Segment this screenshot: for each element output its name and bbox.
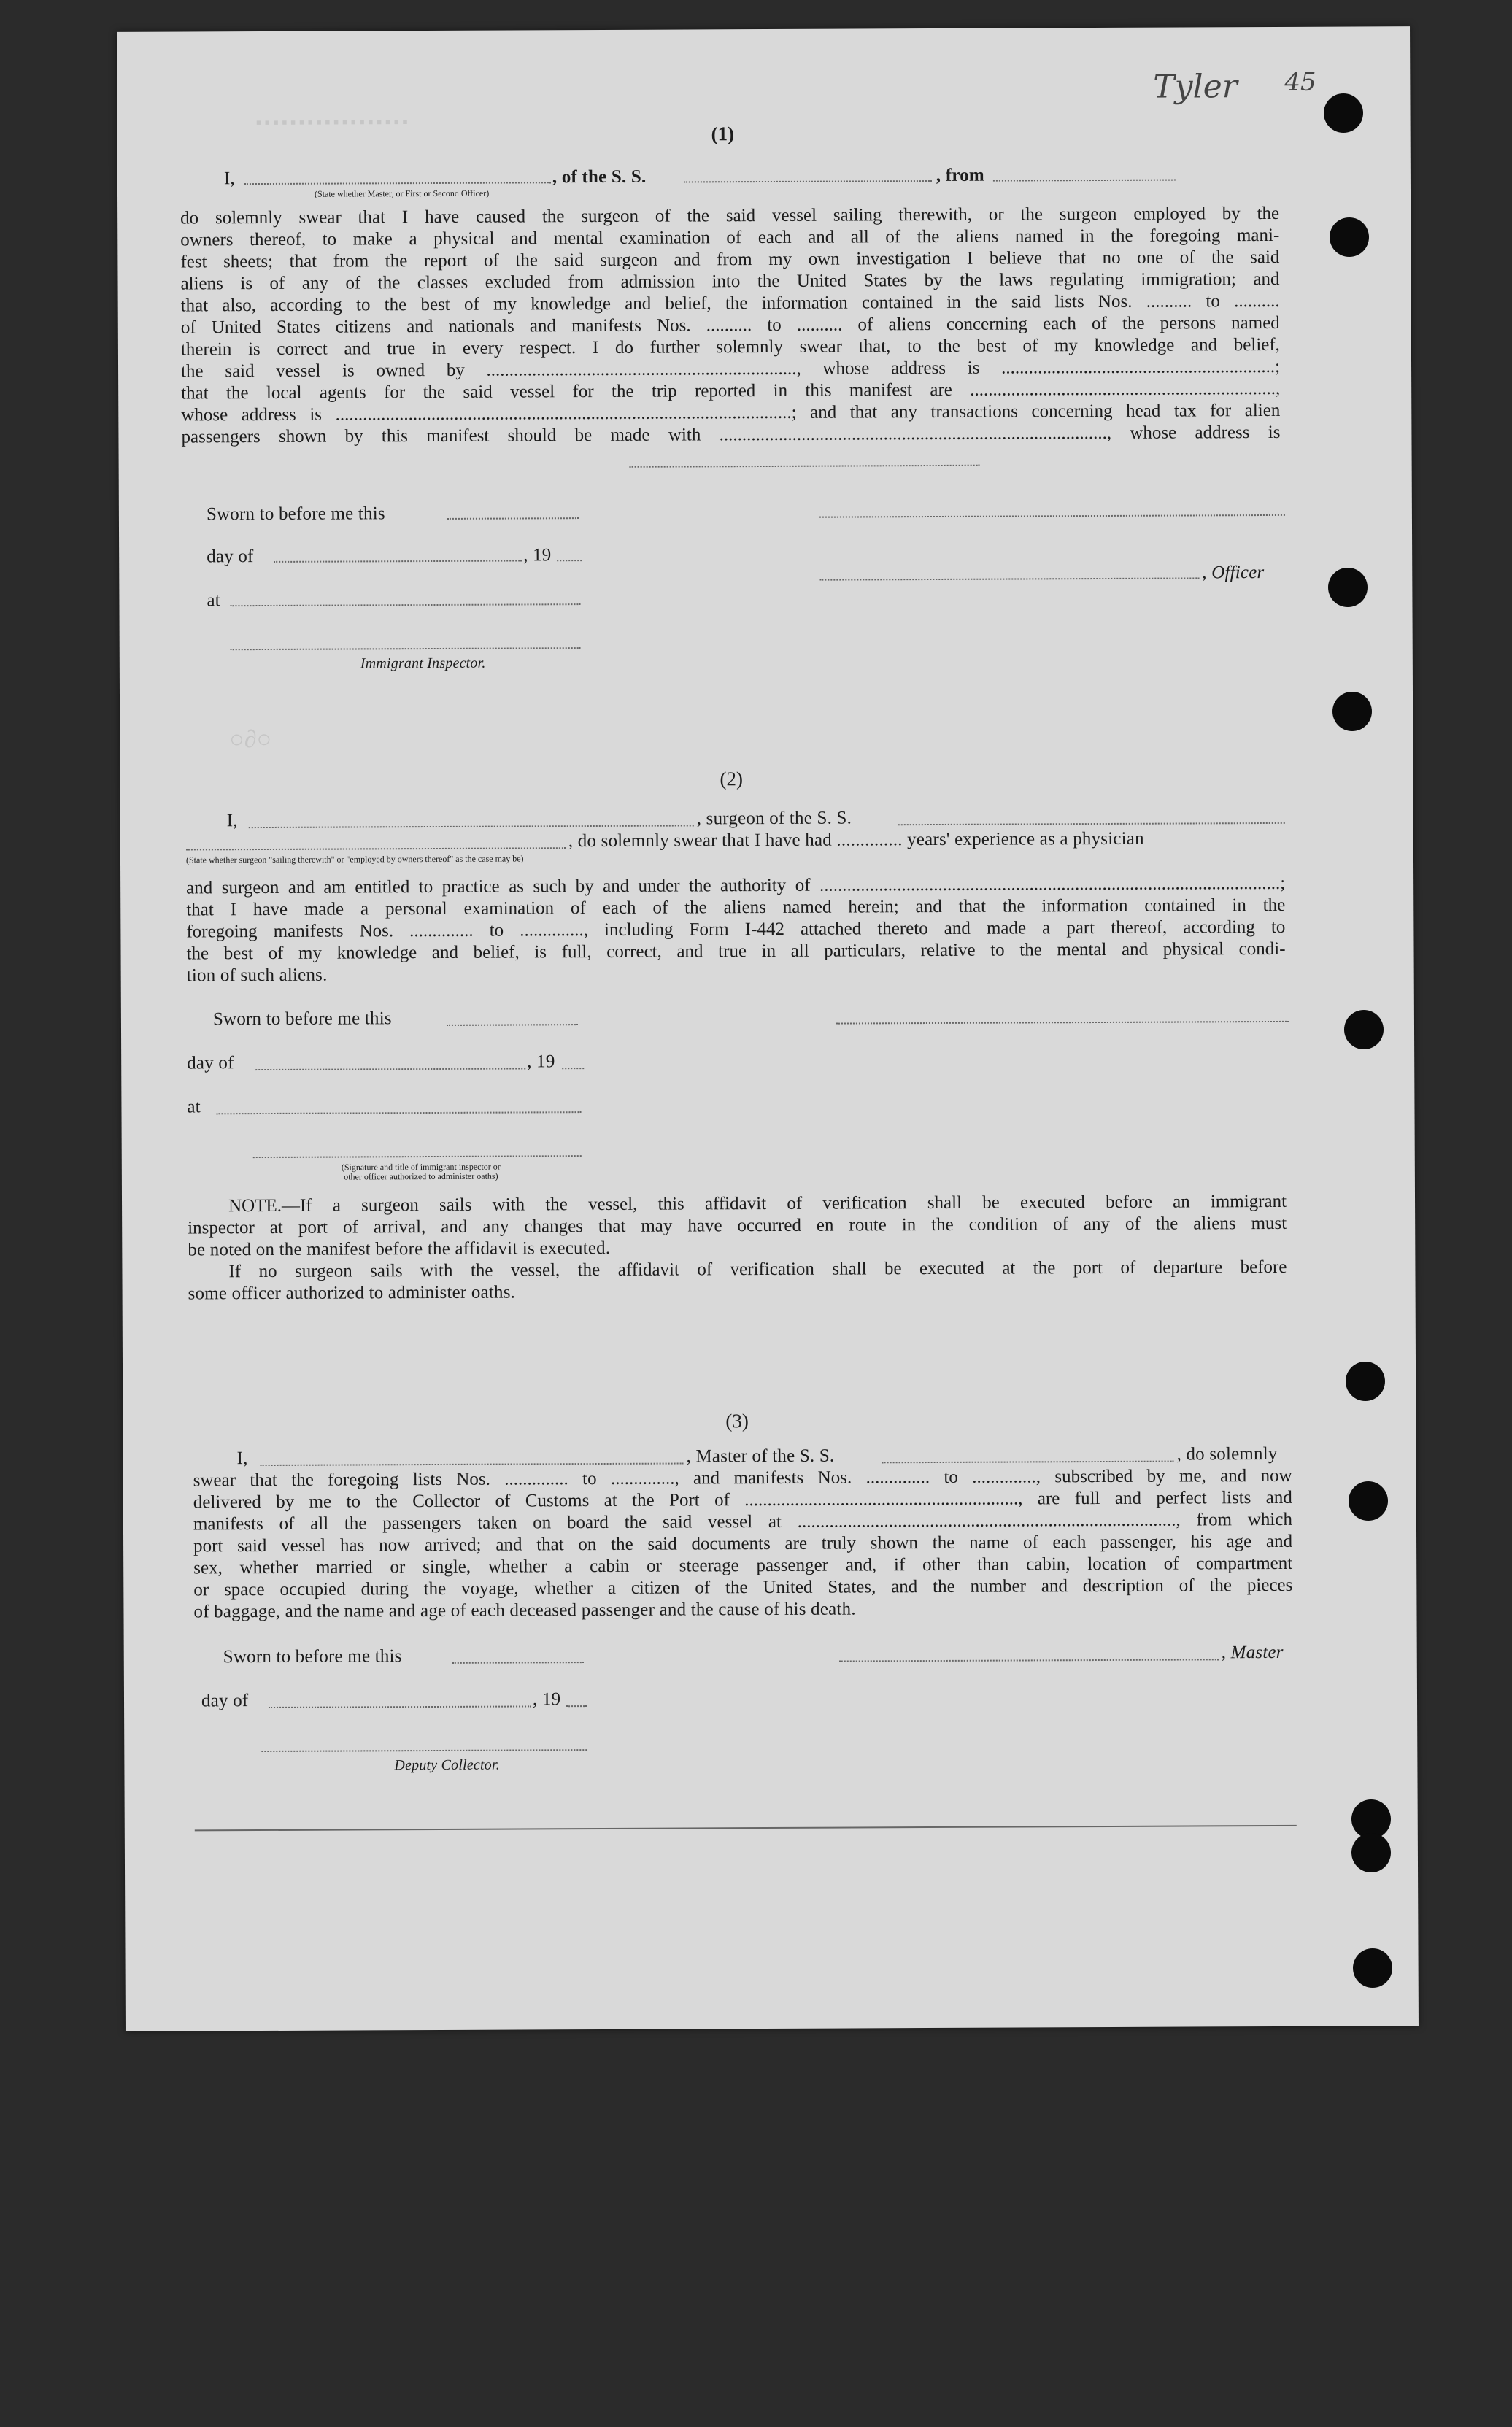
s2-note2-line-1: If no surgeon sails with the vessel, the affidavit of verification shall be executed at the port of departure before bbox=[228, 1257, 1287, 1282]
section-2-number: (2) bbox=[720, 768, 744, 790]
punch-hole bbox=[1349, 1481, 1388, 1521]
s2-surgeon-signature[interactable] bbox=[836, 1021, 1289, 1025]
s1-year: , 19 bbox=[523, 545, 552, 566]
s1-officer-signature[interactable] bbox=[819, 514, 1285, 518]
s3-line-6: or space occupied during the voyage, whether a citizen of the United States, and the number and description of the pieces bbox=[193, 1575, 1293, 1600]
s1-from: , from bbox=[936, 165, 984, 185]
s3-year: , 19 bbox=[532, 1689, 561, 1710]
s1-from-field[interactable] bbox=[993, 180, 1176, 182]
s3-sworn-field[interactable] bbox=[452, 1662, 584, 1664]
s3-master-of: , Master of the S. S. bbox=[686, 1446, 835, 1467]
s3-day-field[interactable] bbox=[269, 1705, 531, 1708]
s1-line-2: owners thereof, to make a physical and mental examination of each and all of the aliens named in the foregoing mani- bbox=[180, 225, 1280, 250]
s1-year-field[interactable] bbox=[557, 560, 582, 561]
s1-line-1: do solemnly swear that I have caused the surgeon of the said vessel sailing therewith, or the surgeon employed by the bbox=[180, 203, 1280, 228]
s2-sworn: Sworn to before me this bbox=[212, 1008, 392, 1030]
faint-stamp: ○∂○ bbox=[229, 725, 272, 754]
s3-sworn: Sworn to before me this bbox=[223, 1646, 402, 1667]
s3-line-7: of baggage, and the name and age of each deceased passenger and the cause of his death. bbox=[193, 1599, 856, 1622]
s1-line-i: I, bbox=[223, 169, 235, 189]
s1-line-11: passengers shown by this manifest should be made with ....................................................................................., whose address is bbox=[181, 422, 1281, 447]
s1-rank-field[interactable] bbox=[244, 182, 551, 185]
s1-line-9: that the local agents for the said vessel for the trip reported in this manifest are ..................................................................., bbox=[181, 378, 1281, 404]
s1-line-4: aliens is of any of the classes excluded from admission into the United States by the laws regulating immigration; and bbox=[180, 269, 1280, 294]
punch-hole bbox=[1353, 1948, 1392, 1988]
s1-line-7: therein is correct and true in every respect. I do further solemnly swear that, to the best of my knowledge and belief, bbox=[180, 334, 1280, 360]
bottom-rule bbox=[195, 1825, 1297, 1832]
manifest-page bbox=[117, 26, 1419, 2031]
handwritten-page-number: 45 bbox=[1284, 67, 1316, 97]
s2-inspector-signature[interactable] bbox=[253, 1155, 582, 1158]
s3-master-signature[interactable] bbox=[839, 1659, 1219, 1662]
s1-line-10: whose address is ....................................................................................................; and that any transactions concerning head tax for alien bbox=[181, 400, 1281, 425]
s1-line-3: fest sheets; that from the report of the said surgeon and from my own investigation I believe that no one of the said bbox=[180, 247, 1280, 272]
s1-vessel-field[interactable] bbox=[684, 180, 932, 182]
punch-hole bbox=[1332, 692, 1372, 731]
punch-hole bbox=[1324, 93, 1363, 133]
s1-line-8: the said vessel is owned by ...................................................................., whose address is ............................................................; bbox=[181, 356, 1281, 382]
s2-line-1: and surgeon and am entitled to practice as such by and under the authority of .....................................................................................................; bbox=[186, 873, 1286, 898]
section-1-number: (1) bbox=[711, 123, 735, 145]
s2-status-field[interactable] bbox=[186, 847, 566, 850]
bleed-through-text: ▪▪▪▪▪▪▪▪▪▪▪▪▪▪▪▪▪▪ bbox=[255, 112, 412, 132]
s3-line-3: manifests of all the passengers taken on board the said vessel at ..................................................................................., from which bbox=[193, 1509, 1292, 1535]
s2-day-of: day of bbox=[187, 1053, 234, 1073]
s2-name-field[interactable] bbox=[249, 825, 694, 828]
s1-sworn-field[interactable] bbox=[447, 517, 579, 520]
s1-line-5: that also, according to the best of my knowledge and belief, the information contained in the said lists Nos. .......... to .......... bbox=[180, 290, 1280, 316]
s2-sig-caption-1: (Signature and title of immigrant inspector or bbox=[341, 1161, 501, 1173]
s3-do-solemnly: , do solemnly bbox=[1176, 1443, 1278, 1465]
s1-day-field[interactable] bbox=[274, 560, 522, 562]
s2-line-3: foregoing manifests Nos. .............. to .............., including Form I-442 attached thereto and made a part thereof, according to bbox=[186, 917, 1286, 942]
punch-hole bbox=[1344, 1010, 1384, 1049]
s2-note2-line-2: some officer authorized to administer oaths. bbox=[188, 1282, 516, 1304]
s3-line-2: delivered by me to the Collector of Customs at the Port of ............................................................, are full and perfect lists and bbox=[193, 1487, 1292, 1513]
s3-year-field[interactable] bbox=[566, 1705, 587, 1707]
s2-day-field[interactable] bbox=[255, 1068, 525, 1070]
s1-line-6: of United States citizens and nationals and manifests Nos. .......... to .......... of aliens concerning each of the persons named bbox=[180, 312, 1280, 338]
section-3-number: (3) bbox=[725, 1410, 749, 1432]
punch-hole bbox=[1328, 568, 1368, 607]
s3-collector-signature[interactable] bbox=[261, 1749, 587, 1752]
s2-line-2: that I have made a personal examination of each of the aliens named herein; and that the information contained in the bbox=[186, 895, 1286, 920]
punch-hole bbox=[1330, 217, 1369, 257]
handwritten-name: Tyler bbox=[1153, 68, 1238, 106]
s2-note-line-3: be noted on the manifest before the affidavit is executed. bbox=[188, 1238, 611, 1260]
s3-master-label: , Master bbox=[1221, 1642, 1284, 1663]
s3-line-i: I, bbox=[236, 1448, 248, 1469]
s3-collector-label: Deputy Collector. bbox=[394, 1756, 500, 1774]
s1-inspector-label: Immigrant Inspector. bbox=[360, 655, 486, 672]
punch-hole bbox=[1346, 1362, 1385, 1401]
s1-at-field[interactable] bbox=[230, 603, 580, 606]
s2-note-line-2: inspector at port of arrival, and any changes that may have occurred en route in the condition of any of the aliens must bbox=[188, 1213, 1287, 1238]
s3-vessel-field[interactable] bbox=[882, 1461, 1174, 1464]
s1-officer-name-field[interactable] bbox=[819, 577, 1199, 580]
s3-line-1: swear that the foregoing lists Nos. .............. to .............., and manifests Nos. .............. to .............., subscribed by me, and now bbox=[193, 1465, 1292, 1491]
s1-caption: (State whether Master, or First or Second Officer) bbox=[314, 188, 490, 199]
s1-sworn: Sworn to before me this bbox=[206, 503, 385, 525]
s3-day-of: day of bbox=[201, 1691, 249, 1711]
s2-sworn-field[interactable] bbox=[447, 1024, 578, 1026]
s3-name-field[interactable] bbox=[261, 1463, 684, 1467]
s2-at-field[interactable] bbox=[216, 1111, 581, 1114]
s1-officer-label: , Officer bbox=[1202, 563, 1265, 583]
s2-sig-caption-2: other officer authorized to administer oaths) bbox=[344, 1170, 498, 1182]
s2-year-field[interactable] bbox=[562, 1068, 584, 1069]
s1-of-the-ss: , of the S. S. bbox=[552, 166, 647, 188]
s3-line-5: sex, whether married or single, whether a cabin or steerage passenger and, if other than cabin, location of compartment bbox=[193, 1553, 1293, 1578]
s3-line-4: port said vessel has now arrived; and that on the said documents are truly shown the name of each passenger, his age and bbox=[193, 1531, 1293, 1556]
s2-caption: (State whether surgeon "sailing therewith" or "employed by owners thereof" as the case may be) bbox=[185, 853, 524, 865]
s2-line-i: I, bbox=[226, 811, 238, 831]
s2-do-solemnly: , do solemnly swear that I have had .............. years' experience as a physician bbox=[568, 828, 1144, 852]
s2-at: at bbox=[187, 1097, 201, 1117]
s2-line-4: the best of my knowledge and belief, is full, correct, and true in all particulars, relative to the mental and physical condi- bbox=[186, 938, 1286, 964]
s1-address-field[interactable] bbox=[630, 465, 980, 468]
s2-surgeon-of: , surgeon of the S. S. bbox=[696, 808, 852, 829]
s2-vessel-field[interactable] bbox=[898, 822, 1285, 825]
s1-at: at bbox=[207, 590, 220, 611]
s1-inspector-signature[interactable] bbox=[231, 647, 581, 650]
s2-year: , 19 bbox=[527, 1052, 555, 1072]
s2-line-5: tion of such aliens. bbox=[186, 965, 328, 986]
punch-hole bbox=[1351, 1833, 1391, 1872]
s1-day-of: day of bbox=[207, 547, 254, 567]
s2-note-line-1: NOTE.—If a surgeon sails with the vessel, this affidavit of verification shall be executed before an immigrant bbox=[228, 1191, 1287, 1216]
